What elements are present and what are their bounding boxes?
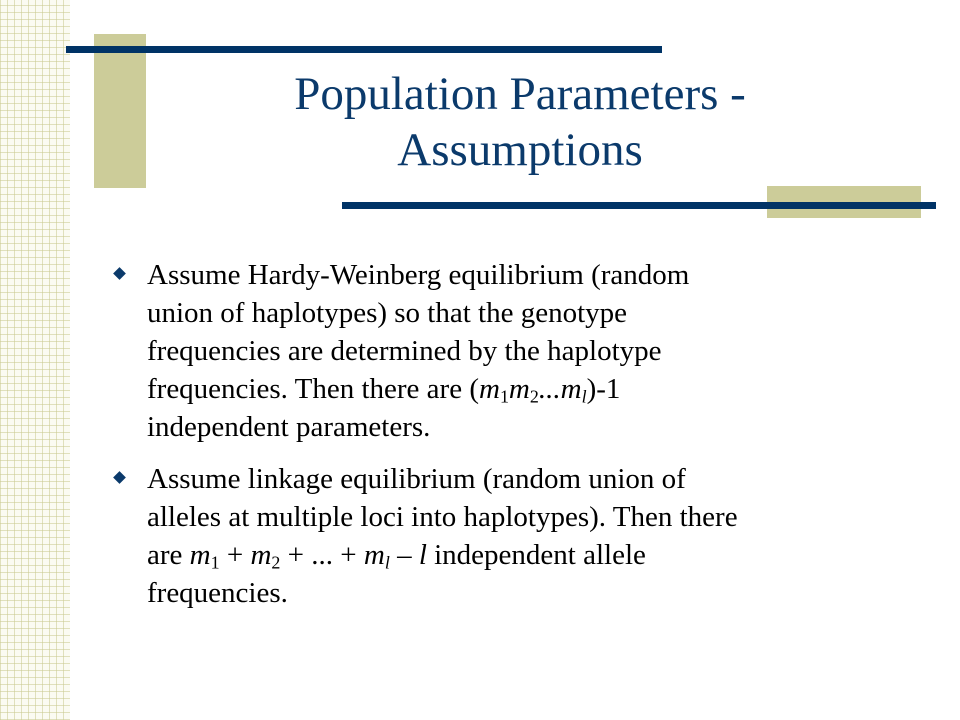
bullet-item-hardy-weinberg — [110, 256, 910, 446]
accent-block-top-left — [94, 34, 146, 188]
left-pattern-stripe — [0, 0, 70, 720]
bullet-list — [110, 256, 910, 626]
bullet-2-line-3: are $m_1 + m_2$ + ... + $m_l$ – l independent allele — [147, 539, 646, 573]
bullet-1-line-1: Assume Hardy-Weinberg equilibrium (random — [147, 259, 690, 291]
bullet-2-line-1: Assume linkage equilibrium (random union of — [147, 463, 686, 495]
slide-title-line-2: Assumptions — [397, 124, 643, 176]
title-rule-bottom — [342, 202, 936, 209]
bullet-1-line-2: union of haplotypes) so that the genotype — [147, 297, 628, 329]
slide-title — [190, 66, 850, 178]
diamond-bullet-icon — [113, 267, 126, 280]
bullet-2-line-2: alleles at multiple loci into haplotypes). Then there — [147, 501, 738, 533]
bullet-item-linkage — [110, 460, 910, 612]
bullet-1-line-4: frequencies. Then there are $(m_1m_2...m_l)-1$ — [147, 373, 621, 407]
diamond-bullet-icon — [113, 471, 126, 484]
bullet-2-line-4: frequencies. — [147, 577, 288, 609]
title-rule-top — [66, 46, 662, 53]
bullet-1-line-5: independent parameters. — [147, 411, 431, 443]
bullet-1-line-3: frequencies are determined by the haplotype — [147, 335, 662, 367]
slide-title-line-1: Population Parameters - — [294, 68, 746, 120]
